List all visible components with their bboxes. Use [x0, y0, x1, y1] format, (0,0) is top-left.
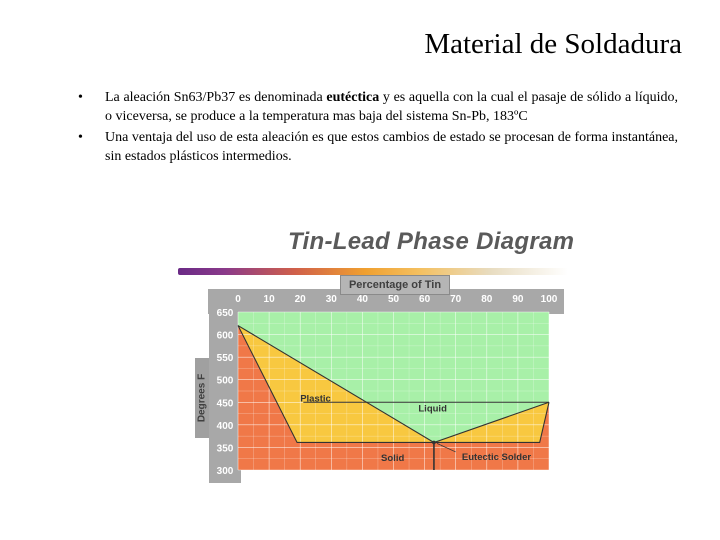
y-tick-label: 450	[216, 398, 234, 410]
bullet-text-end: y es aquella con la cual el pasaje de sólido a líquido, o viceversa, se produce a la temperatura mas baja del sistema Sn-Pb, 183ºC	[105, 90, 679, 124]
bullet-item-eutectic	[78, 88, 678, 126]
y-tick-label: 400	[216, 420, 234, 432]
x-tick-label: 60	[419, 294, 431, 305]
y-axis-title: Degrees F	[196, 373, 208, 423]
x-tick-label: 40	[356, 294, 368, 305]
x-axis-title: Percentage of Tin	[340, 275, 450, 295]
x-tick-label: 90	[512, 294, 524, 305]
bullet-marker: •	[78, 90, 83, 105]
y-tick-label: 350	[216, 443, 234, 455]
x-tick-label: 10	[263, 294, 275, 305]
bullet-emphasis: eutéctica	[326, 90, 380, 105]
bullet-text: Una ventaja del uso de esta aleación es que estos cambios de estado se procesan de forma instantánea, sin estados plásticos intermedios.	[105, 130, 678, 164]
x-tick-label: 50	[387, 294, 400, 305]
y-tick-label: 650	[216, 308, 234, 319]
x-tick-label: 30	[325, 294, 337, 305]
y-tick-label: 550	[216, 353, 234, 365]
liquid-label: Liquid	[418, 403, 447, 415]
figure-title: Tin-Lead Phase Diagram	[288, 228, 575, 255]
phase-chart	[175, 222, 575, 487]
y-tick-label: 300	[216, 466, 234, 477]
y-tick-label: 600	[216, 330, 234, 342]
x-tick-label: 80	[481, 294, 493, 305]
x-tick-label: 100	[540, 294, 558, 305]
eutectic-point	[432, 441, 436, 445]
bullet-marker: •	[78, 130, 83, 145]
slide-title: Material de Soldadura	[424, 28, 682, 60]
bullet-list	[78, 88, 678, 166]
solid-label: Solid	[381, 452, 405, 464]
bullet-item-advantage	[78, 128, 678, 166]
phase-diagram-figure	[175, 222, 575, 487]
eutectic-label: Eutectic Solder	[461, 452, 532, 464]
y-tick-label: 500	[216, 375, 234, 387]
plastic-label: Plastic	[300, 393, 331, 405]
x-tick-label: 0	[235, 294, 241, 305]
x-tick-label: 70	[450, 294, 462, 305]
x-tick-label: 20	[294, 294, 306, 305]
bullet-text-start: La aleación Sn63/Pb37 es denominada	[105, 90, 327, 105]
